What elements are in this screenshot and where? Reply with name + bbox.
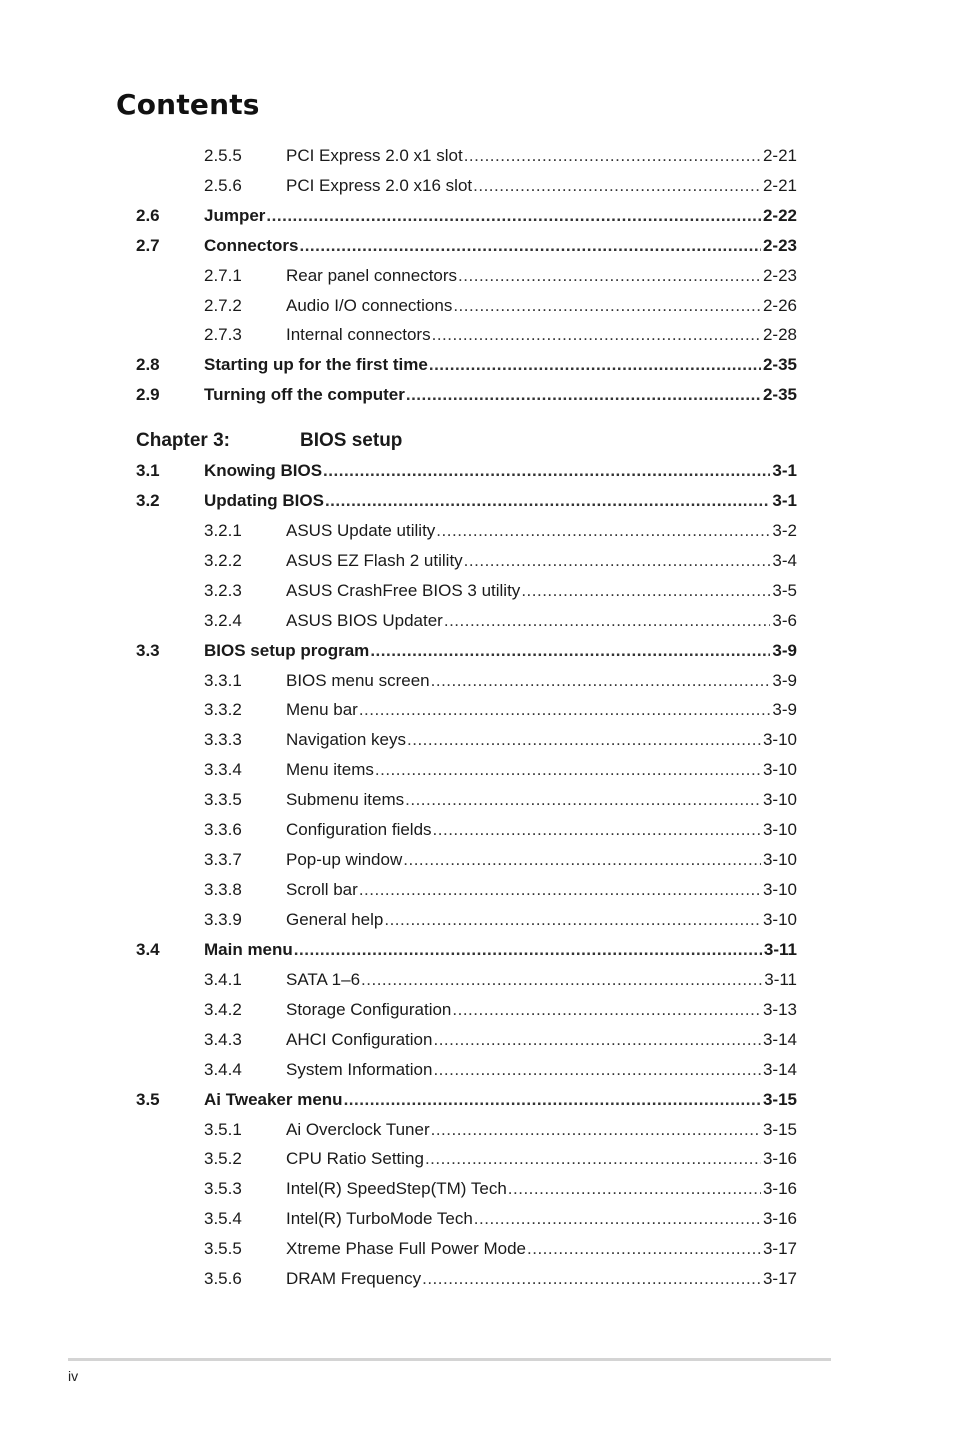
toc-subsection-entry[interactable] bbox=[0, 610, 954, 632]
toc-entry-title: Updating BIOS bbox=[204, 490, 324, 510]
toc-entry-leader bbox=[286, 819, 797, 841]
toc-entry-leader bbox=[286, 1178, 797, 1200]
dot-leader bbox=[422, 1268, 761, 1290]
toc-entry-leader bbox=[286, 729, 797, 751]
toc-entry-number: 2.7 bbox=[136, 235, 160, 255]
toc-entry-title: SATA 1–6 bbox=[286, 969, 361, 989]
toc-entry-leader bbox=[286, 145, 797, 167]
toc-subsection-entry[interactable] bbox=[0, 699, 954, 721]
toc-entry-title: Intel(R) SpeedStep(TM) Tech bbox=[286, 1179, 507, 1199]
toc-entry-title: Ai Tweaker menu bbox=[204, 1089, 343, 1109]
dot-leader bbox=[403, 849, 761, 871]
dot-leader bbox=[375, 759, 761, 781]
toc-entry-leader bbox=[286, 580, 797, 602]
toc-entry-leader bbox=[204, 460, 797, 482]
toc-entry-page: 2-35 bbox=[762, 355, 797, 375]
toc-section-entry[interactable] bbox=[0, 460, 954, 482]
toc-entry-title: ASUS Update utility bbox=[286, 520, 436, 540]
toc-entry-leader bbox=[286, 1238, 797, 1260]
dot-leader bbox=[464, 550, 771, 572]
toc-subsection-entry[interactable] bbox=[0, 759, 954, 781]
dot-leader bbox=[429, 354, 761, 376]
toc-entry-page: 2-21 bbox=[762, 146, 797, 165]
toc-entry-leader bbox=[286, 610, 797, 632]
toc-entry-page: 3-17 bbox=[762, 1239, 797, 1259]
toc-section-entry[interactable] bbox=[0, 235, 954, 257]
toc-entry-number: 3.3.7 bbox=[204, 850, 242, 870]
toc-entry-leader bbox=[286, 175, 797, 197]
toc-entry-leader bbox=[204, 235, 797, 257]
dot-leader bbox=[436, 520, 770, 542]
toc-entry-page: 3-16 bbox=[762, 1179, 797, 1199]
toc-entry-number: 2.8 bbox=[136, 355, 160, 375]
chapter-label: Chapter 3: bbox=[136, 430, 230, 451]
toc-entry-title: Internal connectors bbox=[286, 325, 431, 345]
toc-entry-page: 3-10 bbox=[762, 790, 797, 810]
dot-leader bbox=[474, 1208, 761, 1230]
toc-entry-page: 3-9 bbox=[772, 670, 797, 690]
toc-subsection-entry[interactable] bbox=[0, 849, 954, 871]
toc-entry-title: Configuration fields bbox=[286, 820, 432, 840]
dot-leader bbox=[359, 879, 761, 901]
toc-entry-page: 3-14 bbox=[762, 1059, 797, 1079]
toc-entry-number: 3.5.5 bbox=[204, 1239, 242, 1259]
toc-entry-leader bbox=[286, 999, 797, 1021]
dot-leader bbox=[431, 1119, 761, 1141]
toc-section-entry[interactable] bbox=[0, 490, 954, 512]
toc-entry-number: 3.2 bbox=[136, 490, 160, 510]
toc-entry-leader bbox=[286, 1208, 797, 1230]
dot-leader bbox=[361, 969, 762, 991]
toc-entry-leader bbox=[286, 550, 797, 572]
chapter-title: BIOS setup bbox=[300, 430, 403, 451]
toc-entry-page: 3-10 bbox=[762, 760, 797, 780]
toc-entry-leader bbox=[204, 354, 797, 376]
toc-entry-number: 3.3.9 bbox=[204, 910, 242, 929]
toc-entry-number: 3.5.3 bbox=[204, 1179, 242, 1199]
toc-entry-page: 3-10 bbox=[762, 820, 797, 840]
toc-entry-page: 3-11 bbox=[764, 969, 797, 989]
toc-entry-title: Turning off the computer bbox=[204, 385, 405, 405]
toc-entry-leader bbox=[286, 909, 797, 931]
toc-entry-title: Menu items bbox=[286, 760, 374, 780]
toc-section-entry[interactable] bbox=[0, 640, 954, 662]
toc-entry-title: Scroll bar bbox=[286, 880, 358, 899]
toc-entry-title: Pop-up window bbox=[286, 850, 403, 870]
dot-leader bbox=[521, 580, 770, 602]
toc-entry-page: 3-14 bbox=[762, 1029, 797, 1049]
dot-leader bbox=[294, 939, 762, 961]
toc-entry-page: 3-1 bbox=[772, 490, 797, 510]
toc-entry-leader bbox=[286, 699, 797, 721]
dot-leader bbox=[458, 265, 761, 287]
toc-entry-leader bbox=[204, 939, 797, 961]
toc-subsection-entry[interactable] bbox=[0, 819, 954, 841]
toc-entry-page: 2-28 bbox=[762, 325, 797, 345]
dot-leader bbox=[473, 175, 761, 197]
dot-leader bbox=[370, 640, 770, 662]
footer-page-number: iv bbox=[68, 1368, 79, 1384]
dot-leader bbox=[433, 819, 761, 841]
toc-entry-title: Jumper bbox=[204, 205, 266, 225]
toc-entry-page: 3-1 bbox=[772, 461, 797, 480]
toc-entry-number: 3.4.3 bbox=[204, 1029, 242, 1049]
toc-entry-leader bbox=[286, 670, 797, 692]
toc-entry-leader bbox=[286, 1059, 797, 1081]
toc-entry-number: 3.3.2 bbox=[204, 700, 242, 720]
toc-entry-leader bbox=[286, 324, 797, 346]
toc-entry-number: 3.4 bbox=[136, 939, 160, 959]
toc-subsection-entry[interactable] bbox=[0, 1148, 954, 1170]
toc-entry-title: Xtreme Phase Full Power Mode bbox=[286, 1239, 526, 1259]
toc-subsection-entry[interactable] bbox=[0, 580, 954, 602]
page-title: Contents bbox=[116, 88, 260, 121]
toc-entry-number: 3.3.5 bbox=[204, 790, 242, 810]
toc-subsection-entry[interactable] bbox=[0, 909, 954, 931]
toc-entry-title: BIOS setup program bbox=[204, 640, 370, 660]
dot-leader bbox=[444, 610, 771, 632]
footer-rule bbox=[68, 1358, 831, 1361]
toc-entry-title: Knowing BIOS bbox=[204, 461, 323, 480]
toc-entry-title: System Information bbox=[286, 1059, 433, 1079]
toc-entry-number: 2.7.3 bbox=[204, 325, 242, 345]
toc-entry-title: BIOS menu screen bbox=[286, 670, 430, 690]
toc-subsection-entry[interactable] bbox=[0, 1029, 954, 1051]
toc-entry-title: PCI Express 2.0 x16 slot bbox=[286, 175, 473, 195]
toc-section-entry[interactable] bbox=[0, 384, 954, 406]
dot-leader bbox=[425, 1148, 761, 1170]
toc-entry-leader bbox=[286, 520, 797, 542]
toc-subsection-entry[interactable] bbox=[0, 145, 954, 167]
toc-entry-number: 3.3 bbox=[136, 640, 160, 660]
toc-entry-number: 3.3.4 bbox=[204, 760, 242, 780]
toc-subsection-entry[interactable] bbox=[0, 550, 954, 572]
toc-entry-number: 3.2.2 bbox=[204, 550, 242, 570]
toc-subsection-entry[interactable] bbox=[0, 879, 954, 901]
toc-subsection-entry[interactable] bbox=[0, 789, 954, 811]
dot-leader bbox=[266, 205, 761, 227]
toc-entry-leader bbox=[286, 295, 797, 317]
toc-entry-title: ASUS BIOS Updater bbox=[286, 610, 443, 630]
toc-entry-title: Storage Configuration bbox=[286, 999, 452, 1019]
toc-entry-leader bbox=[286, 879, 797, 901]
dot-leader bbox=[405, 789, 761, 811]
toc-entry-title: ASUS CrashFree BIOS 3 utility bbox=[286, 580, 521, 600]
toc-subsection-entry[interactable] bbox=[0, 1238, 954, 1260]
toc-entry-leader bbox=[286, 1148, 797, 1170]
toc-subsection-entry[interactable] bbox=[0, 1119, 954, 1141]
toc-entry-number: 3.3.3 bbox=[204, 730, 242, 750]
dot-leader bbox=[432, 324, 761, 346]
toc-entry-number: 3.3.6 bbox=[204, 820, 242, 840]
toc-subsection-entry[interactable] bbox=[0, 969, 954, 991]
toc-entry-number: 3.2.3 bbox=[204, 580, 242, 600]
toc-entry-page: 3-17 bbox=[762, 1269, 797, 1289]
toc-entry-title: General help bbox=[286, 910, 384, 929]
toc-entry-title: Connectors bbox=[204, 235, 299, 255]
toc-entry-number: 3.4.2 bbox=[204, 999, 242, 1019]
toc-entry-leader bbox=[286, 1029, 797, 1051]
toc-entry-number: 3.5.4 bbox=[204, 1209, 242, 1229]
toc-entry-page: 3-13 bbox=[762, 999, 797, 1019]
toc-entry-title: AHCI Configuration bbox=[286, 1029, 433, 1049]
toc-entry-page: 3-11 bbox=[763, 939, 797, 959]
toc-entry-number: 3.5.2 bbox=[204, 1149, 242, 1169]
toc-entry-number: 3.5.1 bbox=[204, 1119, 242, 1139]
dot-leader bbox=[344, 1089, 761, 1111]
toc-entry-number: 3.5 bbox=[136, 1089, 160, 1109]
toc-entry-title: Navigation keys bbox=[286, 730, 407, 750]
dot-leader bbox=[407, 729, 761, 751]
toc-entry-number: 2.5.5 bbox=[204, 146, 242, 165]
toc-subsection-entry[interactable] bbox=[0, 295, 954, 317]
toc-subsection-entry[interactable] bbox=[0, 999, 954, 1021]
toc-subsection-entry[interactable] bbox=[0, 1178, 954, 1200]
toc-entry-leader bbox=[286, 849, 797, 871]
dot-leader bbox=[431, 670, 771, 692]
toc-entry-page: 2-22 bbox=[762, 205, 797, 225]
toc-entry-number: 2.9 bbox=[136, 385, 160, 405]
toc-entry-title: DRAM Frequency bbox=[286, 1269, 422, 1289]
dot-leader bbox=[433, 1029, 761, 1051]
dot-leader bbox=[384, 909, 761, 931]
toc-section-entry[interactable] bbox=[0, 354, 954, 376]
toc-entry-page: 3-15 bbox=[762, 1119, 797, 1139]
toc-entry-title: Menu bar bbox=[286, 700, 358, 720]
toc-entry-title: ASUS EZ Flash 2 utility bbox=[286, 550, 463, 570]
toc-entry-number: 3.2.4 bbox=[204, 610, 242, 630]
toc-entry-page: 3-15 bbox=[762, 1089, 797, 1109]
toc-entry-page: 2-21 bbox=[762, 175, 797, 195]
toc-subsection-entry[interactable] bbox=[0, 175, 954, 197]
toc-entry-number: 3.4.1 bbox=[204, 969, 242, 989]
toc-entry-page: 3-5 bbox=[772, 580, 797, 600]
toc-entry-page: 3-4 bbox=[772, 550, 797, 570]
toc-entry-number: 3.5.6 bbox=[204, 1269, 242, 1289]
toc-entry-number: 2.7.2 bbox=[204, 295, 242, 315]
toc-entry-page: 3-9 bbox=[772, 640, 797, 660]
toc-entry-page: 3-10 bbox=[762, 850, 797, 870]
dot-leader bbox=[452, 999, 761, 1021]
toc-entry-title: CPU Ratio Setting bbox=[286, 1149, 424, 1169]
toc-entry-number: 3.4.4 bbox=[204, 1059, 242, 1079]
toc-entry-number: 2.7.1 bbox=[204, 265, 242, 285]
toc-entry-page: 2-23 bbox=[762, 235, 797, 255]
toc-entry-leader bbox=[204, 1089, 797, 1111]
toc-entry-leader bbox=[286, 789, 797, 811]
dot-leader bbox=[508, 1178, 761, 1200]
toc-entry-leader bbox=[204, 384, 797, 406]
toc-subsection-entry[interactable] bbox=[0, 670, 954, 692]
toc-entry-page: 2-26 bbox=[762, 295, 797, 315]
dot-leader bbox=[323, 460, 770, 482]
toc-entry-page: 3-16 bbox=[762, 1209, 797, 1229]
toc-subsection-entry[interactable] bbox=[0, 265, 954, 287]
dot-leader bbox=[325, 490, 770, 512]
toc-entry-page: 2-23 bbox=[762, 265, 797, 285]
toc-entry-leader bbox=[204, 640, 797, 662]
dot-leader bbox=[464, 145, 761, 167]
toc-entry-page: 3-10 bbox=[762, 730, 797, 750]
toc-subsection-entry[interactable] bbox=[0, 520, 954, 542]
toc-entry-number: 3.1 bbox=[136, 461, 160, 480]
toc-entry-leader bbox=[286, 969, 797, 991]
toc-entry-title: Rear panel connectors bbox=[286, 265, 458, 285]
toc-entry-title: Ai Overclock Tuner bbox=[286, 1119, 430, 1139]
dot-leader bbox=[433, 1059, 761, 1081]
toc-entry-page: 2-35 bbox=[762, 385, 797, 405]
toc-subsection-entry[interactable] bbox=[0, 1208, 954, 1230]
toc-entry-title: Submenu items bbox=[286, 790, 405, 810]
toc-section-entry[interactable] bbox=[0, 1089, 954, 1111]
toc-section-entry[interactable] bbox=[0, 205, 954, 227]
toc-entry-number: 2.5.6 bbox=[204, 175, 242, 195]
dot-leader bbox=[406, 384, 761, 406]
toc-entry-page: 3-9 bbox=[772, 700, 797, 720]
toc-entry-title: Main menu bbox=[204, 939, 293, 959]
dot-leader bbox=[527, 1238, 761, 1260]
toc-entry-number: 3.3.8 bbox=[204, 880, 242, 899]
toc-entry-page: 3-6 bbox=[772, 610, 797, 630]
toc-entry-number: 2.6 bbox=[136, 205, 160, 225]
toc-subsection-entry[interactable] bbox=[0, 324, 954, 346]
toc-entry-title: Audio I/O connections bbox=[286, 295, 453, 315]
toc-entry-page: 3-2 bbox=[772, 520, 797, 540]
toc-entry-leader bbox=[204, 205, 797, 227]
toc-entry-number: 3.2.1 bbox=[204, 520, 242, 540]
toc-entry-page: 3-10 bbox=[762, 910, 797, 929]
toc-subsection-entry[interactable] bbox=[0, 1059, 954, 1081]
toc-entry-title: Intel(R) TurboMode Tech bbox=[286, 1209, 473, 1229]
toc-entry-leader bbox=[286, 1268, 797, 1290]
dot-leader bbox=[453, 295, 761, 317]
toc-entry-leader bbox=[286, 1119, 797, 1141]
toc-section-entry[interactable] bbox=[0, 939, 954, 961]
dot-leader bbox=[359, 699, 771, 721]
toc-entry-page: 3-10 bbox=[762, 880, 797, 899]
toc-entry-page: 3-16 bbox=[762, 1149, 797, 1169]
toc-entry-leader bbox=[286, 759, 797, 781]
toc-entry-leader bbox=[286, 265, 797, 287]
toc-entry-title: Starting up for the first time bbox=[204, 355, 428, 375]
toc-subsection-entry[interactable] bbox=[0, 729, 954, 751]
toc-entry-leader bbox=[204, 490, 797, 512]
toc-subsection-entry[interactable] bbox=[0, 1268, 954, 1290]
dot-leader bbox=[299, 235, 761, 257]
toc-entry-number: 3.3.1 bbox=[204, 670, 242, 690]
toc-entry-title: PCI Express 2.0 x1 slot bbox=[286, 146, 463, 165]
